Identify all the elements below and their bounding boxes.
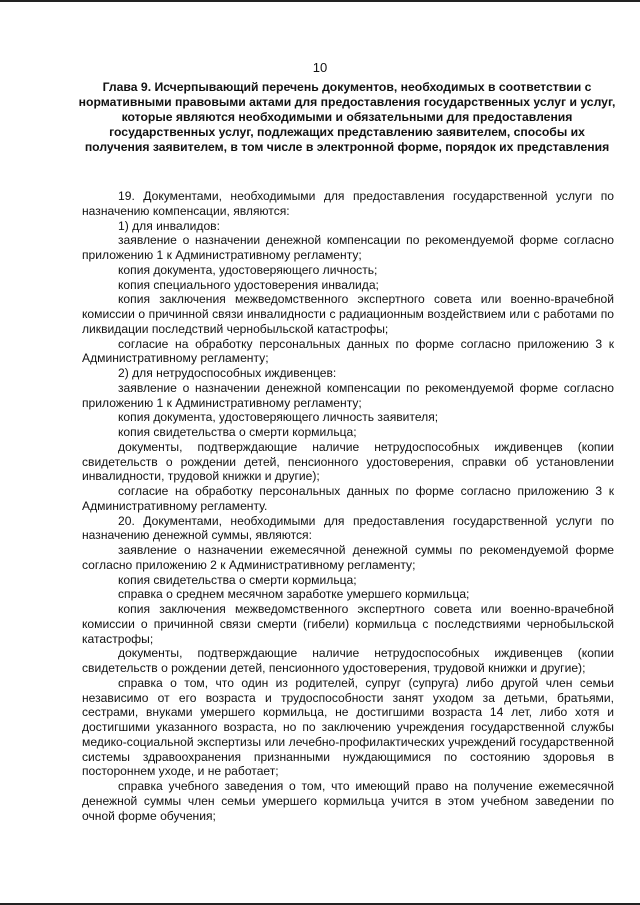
list-item: документы, подтверждающие наличие нетрудоспособных иждивенцев (копии свидетельств о рождении детей, пенсионного удостоверения, справки об установлении инвалидности, трудовой книжки и другие); [82,439,614,484]
list-item: копия документа, удостоверяющего личность заявителя; [118,410,439,425]
paragraph-20-intro: 20. Документами, необходимыми для предоставления государственной услуги по назначению денежной суммы, являются: [82,513,614,543]
list-item: согласие на обработку персональных данных по форме согласно приложению 3 к Административному регламенту; [82,336,614,366]
paragraph-19-intro: 19. Документами, необходимыми для предоставления государственной услуги по назначению компенсации, являются: [82,189,614,218]
page-number: 10 [312,60,328,75]
list-item: заявление о назначении денежной компенсации по рекомендуемой форме согласно приложению 1 к Административному регламенту; [82,233,614,262]
list-item: документы, подтверждающие наличие нетрудоспособных иждивенцев (копии свидетельств о рождении детей, пенсионного удостоверения, трудовой книжки и другие); [82,646,614,675]
list-item: согласие на обработку персональных данных по форме согласно приложению 3 к Административному регламенту. [82,484,614,513]
document-body [82,189,614,823]
list-item: копия документа, удостоверяющего личность; [118,262,378,277]
list-item: справка о том, что один из родителей, супруг (супруга) либо другой член семьи независимо от его возраста и трудоспособности занят уходом за детьми, братьями, сестрами, внуками умершего кормильца, не достигшими возраста 14 лет, либо хотя и достигшими указанного возраста, но по заключению учреждения государственной службы медико-социальной экспертизы или лечебно-профилактических учреждений государственной системы здравоохранения признанными нуждающимися по состоянию здоровья в постороннем уходе, и не работает; [82,675,614,779]
list-item: копия заключения межведомственного экспертного совета или военно-врачебной комиссии о причинной связи смерти (гибели) кормильца с последствиями чернобыльской катастрофы; [82,602,614,646]
list-item: копия специального удостоверения инвалида; [118,277,379,292]
list-item: справка о среднем месячном заработке умершего кормильца; [118,587,470,602]
list-item: копия заключения межведомственного экспертного совета или военно-врачебной комиссии о причинной связи инвалидности с радиационным воздействием или с работами по ликвидации последствий чернобыльской катастрофы; [82,292,614,336]
chapter-heading: Глава 9. Исчерпывающий перечень документов, необходимых в соответствии с нормативными правовыми актами для предоставления государственных услуг и услуг, которые являются необходимыми и обязательными для предоставления государственных услуг, подлежащих представлению заявителем, способы их получения заявителем, в том числе в электронной форме, порядок их представления [78,80,616,154]
list-item: копия свидетельства о смерти кормильца; [118,572,357,587]
list-item: копия свидетельства о смерти кормильца; [118,425,357,439]
list-item-disabled-persons: 1) для инвалидов: [118,218,220,233]
list-item: заявление о назначении денежной компенсации по рекомендуемой форме согласно приложению 1 к Административному регламенту; [82,380,614,410]
list-item: заявление о назначении ежемесячной денежной суммы по рекомендуемой форме согласно приложению 2 к Административному регламенту; [82,543,614,572]
list-item-dependents: 2) для нетрудоспособных иждивенцев: [118,366,337,380]
scan-top-edge [0,0,640,2]
list-item: справка учебного заведения о том, что имеющий право на получение ежемесячной денежной суммы член семьи умершего кормильца учится в этом учебном заведении по очной форме обучения; [82,779,614,823]
